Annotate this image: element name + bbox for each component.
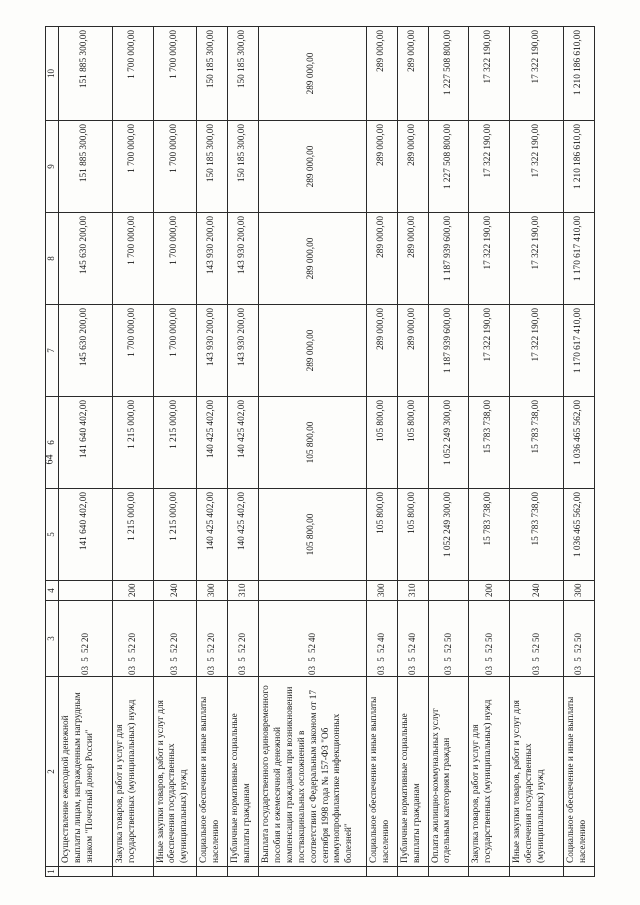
amount-c8: 289 000,00 <box>259 213 367 305</box>
code-part: 03 <box>126 666 137 675</box>
amount-c9: 1 210 186 610,00 <box>563 121 594 213</box>
code-part: 03 <box>206 666 217 675</box>
amount-c5: 1 036 465 562,00 <box>563 489 594 581</box>
table-row <box>428 27 469 877</box>
amount-c7: 1 170 617 410,00 <box>563 305 594 397</box>
row-name: Иные закупки товаров, работ и услуг для обеспечения государственных (муниципальных) нужд <box>153 677 197 867</box>
code-part: 52 <box>442 644 453 653</box>
amount-c7: 1 700 000,00 <box>112 305 153 397</box>
code-part: 40 <box>375 633 386 642</box>
amount-c6: 1 215 000,00 <box>112 397 153 489</box>
amount-c6: 105 800,00 <box>366 397 397 489</box>
code-part: 03 <box>79 666 90 675</box>
row-name: Социальное обеспечение и иные выплаты населению <box>197 677 228 867</box>
code-part: 52 <box>126 644 137 653</box>
expense-type <box>428 581 469 601</box>
amount-c9: 151 885 300,00 <box>59 121 113 213</box>
code-part: 5 <box>573 657 584 662</box>
header-col-1: 1 <box>46 867 59 877</box>
header-col-5: 5 <box>46 489 59 581</box>
amount-c8: 143 930 200,00 <box>197 213 228 305</box>
table-row <box>197 27 228 877</box>
row-index-cell <box>197 867 228 877</box>
code-part: 5 <box>406 657 417 662</box>
code-part: 5 <box>206 657 217 662</box>
code-part: 03 <box>237 666 248 675</box>
amount-c10: 1 700 000,00 <box>153 27 197 121</box>
header-col-8: 8 <box>46 213 59 305</box>
code-part: 5 <box>237 657 248 662</box>
amount-c9: 1 700 000,00 <box>112 121 153 213</box>
code-part: 03 <box>483 666 494 675</box>
code-part: 03 <box>573 666 584 675</box>
amount-c8: 17 322 190,00 <box>469 213 510 305</box>
amount-c9: 17 322 190,00 <box>510 121 564 213</box>
code-part: 50 <box>530 633 541 642</box>
code-part: 52 <box>573 644 584 653</box>
table-row <box>112 27 153 877</box>
target-article-code <box>259 601 367 677</box>
amount-c5: 1 215 000,00 <box>112 489 153 581</box>
code-part: 5 <box>483 657 494 662</box>
amount-c10: 289 000,00 <box>397 27 428 121</box>
row-name: Социальное обеспечение и иные выплаты населению <box>563 677 594 867</box>
expense-type: 240 <box>510 581 564 601</box>
amount-c7: 1 700 000,00 <box>153 305 197 397</box>
code-part: 5 <box>375 657 386 662</box>
amount-c6: 15 783 738,00 <box>469 397 510 489</box>
amount-c10: 1 227 508 800,00 <box>428 27 469 121</box>
target-article-code <box>366 601 397 677</box>
code-part: 5 <box>530 657 541 662</box>
amount-c5: 140 425 402,00 <box>197 489 228 581</box>
row-name: Публичные нормативные социальные выплаты гражданам <box>397 677 428 867</box>
amount-c6: 105 800,00 <box>259 397 367 489</box>
row-index-cell <box>112 867 153 877</box>
code-part: 03 <box>406 666 417 675</box>
code-part: 52 <box>483 644 494 653</box>
amount-c9: 17 322 190,00 <box>469 121 510 213</box>
budget-table-rotated <box>45 27 595 877</box>
expense-type: 200 <box>469 581 510 601</box>
row-name: Социальное обеспечение и иные выплаты населению <box>366 677 397 867</box>
target-article-code <box>563 601 594 677</box>
amount-c7: 145 630 200,00 <box>59 305 113 397</box>
code-part: 52 <box>237 644 248 653</box>
amount-c10: 17 322 190,00 <box>510 27 564 121</box>
code-part: 52 <box>406 644 417 653</box>
amount-c5: 105 800,00 <box>259 489 367 581</box>
table-row <box>510 27 564 877</box>
amount-c8: 1 170 617 410,00 <box>563 213 594 305</box>
code-part: 20 <box>126 633 137 642</box>
code-part: 20 <box>79 633 90 642</box>
target-article-code <box>510 601 564 677</box>
amount-c6: 140 425 402,00 <box>197 397 228 489</box>
code-part: 40 <box>306 633 317 642</box>
code-part: 50 <box>442 633 453 642</box>
amount-c5: 141 640 402,00 <box>59 489 113 581</box>
code-part: 03 <box>169 666 180 675</box>
budget-table <box>45 26 595 877</box>
table-row <box>59 27 113 877</box>
row-name: Закупка товаров, работ и услуг для государственных (муниципальных) нужд <box>469 677 510 867</box>
amount-c6: 1 215 000,00 <box>153 397 197 489</box>
target-article-code <box>469 601 510 677</box>
code-part: 52 <box>530 644 541 653</box>
amount-c6: 141 640 402,00 <box>59 397 113 489</box>
code-part: 52 <box>79 644 90 653</box>
code-part: 5 <box>306 657 317 662</box>
expense-type <box>259 581 367 601</box>
code-part: 03 <box>306 666 317 675</box>
amount-c10: 150 185 300,00 <box>197 27 228 121</box>
amount-c6: 105 800,00 <box>397 397 428 489</box>
row-name: Иные закупки товаров, работ и услуг для обеспечения государственных (муниципальных) нужд <box>510 677 564 867</box>
expense-type: 300 <box>366 581 397 601</box>
amount-c8: 1 187 939 600,00 <box>428 213 469 305</box>
code-part: 03 <box>375 666 386 675</box>
amount-c10: 1 700 000,00 <box>112 27 153 121</box>
row-index-cell <box>469 867 510 877</box>
table-row <box>397 27 428 877</box>
target-article-code <box>397 601 428 677</box>
amount-c8: 1 700 000,00 <box>153 213 197 305</box>
row-name: Закупка товаров, работ и услуг для государственных (муниципальных) нужд <box>112 677 153 867</box>
table-row <box>259 27 367 877</box>
header-col-6: 6 <box>46 397 59 489</box>
target-article-code <box>153 601 197 677</box>
target-article-code <box>112 601 153 677</box>
amount-c10: 289 000,00 <box>366 27 397 121</box>
amount-c8: 289 000,00 <box>366 213 397 305</box>
amount-c8: 289 000,00 <box>397 213 428 305</box>
code-part: 40 <box>406 633 417 642</box>
table-row <box>153 27 197 877</box>
code-part: 52 <box>169 644 180 653</box>
amount-c7: 17 322 190,00 <box>469 305 510 397</box>
target-article-code <box>228 601 259 677</box>
amount-c10: 289 000,00 <box>259 27 367 121</box>
row-index-cell <box>428 867 469 877</box>
amount-c9: 289 000,00 <box>366 121 397 213</box>
code-part: 03 <box>442 666 453 675</box>
amount-c6: 1 052 249 300,00 <box>428 397 469 489</box>
row-index-cell <box>510 867 564 877</box>
header-col-10: 10 <box>46 27 59 121</box>
amount-c10: 151 885 300,00 <box>59 27 113 121</box>
amount-c7: 289 000,00 <box>366 305 397 397</box>
amount-c8: 143 930 200,00 <box>228 213 259 305</box>
code-part: 5 <box>169 657 180 662</box>
row-index-cell <box>563 867 594 877</box>
amount-c8: 17 322 190,00 <box>510 213 564 305</box>
amount-c8: 1 700 000,00 <box>112 213 153 305</box>
target-article-code <box>59 601 113 677</box>
row-index-cell <box>153 867 197 877</box>
code-part: 5 <box>126 657 137 662</box>
amount-c10: 150 185 300,00 <box>228 27 259 121</box>
code-part: 20 <box>237 633 248 642</box>
code-part: 20 <box>169 633 180 642</box>
row-index-cell <box>259 867 367 877</box>
header-col-2: 2 <box>46 677 59 867</box>
amount-c7: 143 930 200,00 <box>228 305 259 397</box>
target-article-code <box>197 601 228 677</box>
amount-c10: 17 322 190,00 <box>469 27 510 121</box>
amount-c9: 150 185 300,00 <box>228 121 259 213</box>
expense-type: 200 <box>112 581 153 601</box>
amount-c9: 289 000,00 <box>259 121 367 213</box>
amount-c9: 1 700 000,00 <box>153 121 197 213</box>
header-col-3: 3 <box>46 601 59 677</box>
amount-c5: 15 783 738,00 <box>510 489 564 581</box>
code-part: 50 <box>573 633 584 642</box>
amount-c5: 105 800,00 <box>397 489 428 581</box>
amount-c7: 143 930 200,00 <box>197 305 228 397</box>
table-row <box>366 27 397 877</box>
amount-c6: 15 783 738,00 <box>510 397 564 489</box>
row-index-cell <box>228 867 259 877</box>
code-part: 52 <box>306 644 317 653</box>
amount-c5: 1 052 249 300,00 <box>428 489 469 581</box>
row-name: Публичные нормативные социальные выплаты гражданам <box>228 677 259 867</box>
amount-c5: 140 425 402,00 <box>228 489 259 581</box>
code-part: 52 <box>206 644 217 653</box>
expense-type: 240 <box>153 581 197 601</box>
amount-c7: 289 000,00 <box>397 305 428 397</box>
expense-type: 300 <box>197 581 228 601</box>
row-index-cell <box>366 867 397 877</box>
code-part: 5 <box>442 657 453 662</box>
amount-c10: 1 210 186 610,00 <box>563 27 594 121</box>
amount-c9: 289 000,00 <box>397 121 428 213</box>
header-col-4: 4 <box>46 581 59 601</box>
expense-type <box>59 581 113 601</box>
row-index-cell <box>397 867 428 877</box>
amount-c8: 145 630 200,00 <box>59 213 113 305</box>
amount-c7: 1 187 939 600,00 <box>428 305 469 397</box>
expense-type: 310 <box>228 581 259 601</box>
amount-c7: 17 322 190,00 <box>510 305 564 397</box>
header-col-7: 7 <box>46 305 59 397</box>
table-row <box>563 27 594 877</box>
amount-c5: 15 783 738,00 <box>469 489 510 581</box>
code-part: 5 <box>79 657 90 662</box>
row-name: Осуществление ежегодной денежной выплаты лицам, награжденным нагрудным знаком "Почетный донор России" <box>59 677 113 867</box>
amount-c9: 150 185 300,00 <box>197 121 228 213</box>
amount-c7: 289 000,00 <box>259 305 367 397</box>
row-name: Выплата государственного единовременного пособия и ежемесячной денежной компенсации гражданам при возникновении поствакцинальных осложнений в соответствии с Федеральным законом от 17 сентября 1998 года № 157-ФЗ "Об иммунопрофилактике инфекционных болезней" <box>259 677 367 867</box>
code-part: 52 <box>375 644 386 653</box>
header-col-9: 9 <box>46 121 59 213</box>
header-row <box>46 27 59 877</box>
row-index-cell <box>59 867 113 877</box>
amount-c9: 1 227 508 800,00 <box>428 121 469 213</box>
amount-c6: 1 036 465 562,00 <box>563 397 594 489</box>
code-part: 20 <box>206 633 217 642</box>
table-row <box>469 27 510 877</box>
expense-type: 310 <box>397 581 428 601</box>
expense-type: 300 <box>563 581 594 601</box>
page-number: 64 <box>44 454 56 465</box>
amount-c5: 1 215 000,00 <box>153 489 197 581</box>
code-part: 50 <box>483 633 494 642</box>
row-name: Оплата жилищно-коммунальных услуг отдельным категориям граждан <box>428 677 469 867</box>
table-row <box>228 27 259 877</box>
target-article-code <box>428 601 469 677</box>
amount-c5: 105 800,00 <box>366 489 397 581</box>
amount-c6: 140 425 402,00 <box>228 397 259 489</box>
code-part: 03 <box>530 666 541 675</box>
